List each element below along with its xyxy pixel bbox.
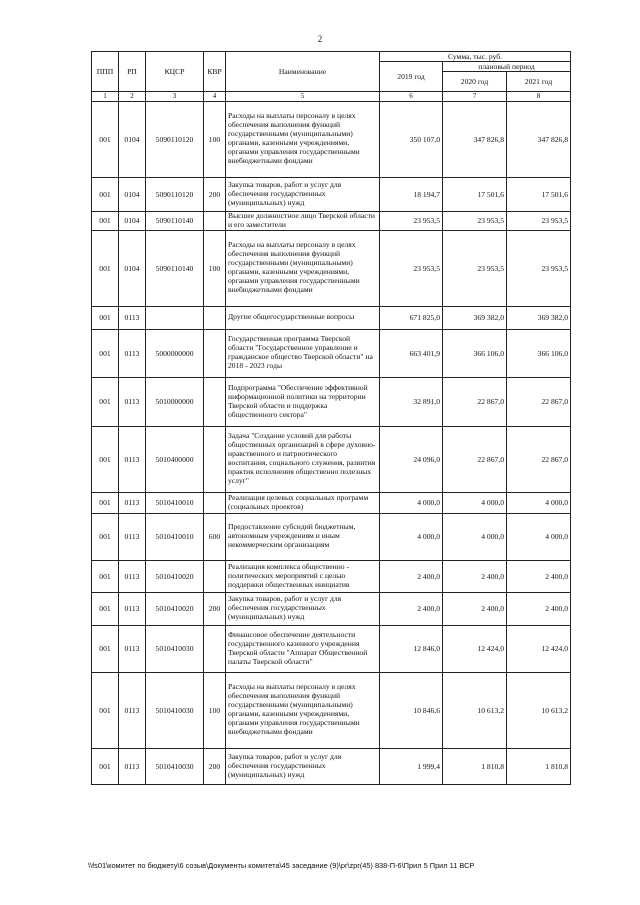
file-path-footer: \\fs01\комитет по бюджету\6 созыв\Документы комитета\45 заседание (9)\pr\zpr(45) 838-П-6\Прил 5 Прил 11 ВСР <box>88 861 475 870</box>
amount-2019-cell: 1 999,4 <box>380 748 443 784</box>
amount-2021-cell: 4 000,0 <box>507 513 571 560</box>
rp-cell: 0104 <box>119 177 146 211</box>
budget-table <box>91 51 571 785</box>
header-year-2020: 2020 год <box>443 72 507 92</box>
kcsr-cell: 5090110120 <box>146 101 204 177</box>
column-index-cell: 2 <box>119 92 146 101</box>
table-row <box>92 377 571 426</box>
ppp-cell: 001 <box>92 492 119 513</box>
kcsr-cell: 5010410030 <box>146 672 204 748</box>
table-row <box>92 230 571 306</box>
amount-2020-cell: 10 613,2 <box>443 672 507 748</box>
kcsr-cell <box>146 306 204 329</box>
kcsr-cell: 5010410020 <box>146 592 204 625</box>
column-index-cell: 6 <box>380 92 443 101</box>
column-index-cell: 1 <box>92 92 119 101</box>
kcsr-cell: 5010410010 <box>146 513 204 560</box>
amount-2021-cell: 23 953,5 <box>507 230 571 306</box>
table-row <box>92 560 571 592</box>
amount-2020-cell: 22 867,0 <box>443 426 507 492</box>
kvr-cell: 100 <box>204 101 226 177</box>
table-row <box>92 177 571 211</box>
name-cell: Высшее должностное лицо Тверской области и его заместители <box>226 211 380 230</box>
column-index-cell: 4 <box>204 92 226 101</box>
amount-2020-cell: 1 810,8 <box>443 748 507 784</box>
name-cell: Расходы на выплаты персоналу в целях обеспечения выполнения функций государственными (муниципальными) органами, казенными учреждениями, органами управления государственными внебюджетными фондами <box>226 101 380 177</box>
kcsr-cell: 5090110120 <box>146 177 204 211</box>
amount-2020-cell: 22 867,0 <box>443 377 507 426</box>
ppp-cell: 001 <box>92 377 119 426</box>
rp-cell: 0113 <box>119 329 146 377</box>
kvr-cell <box>204 211 226 230</box>
amount-2020-cell: 347 826,8 <box>443 101 507 177</box>
amount-2020-cell: 12 424,0 <box>443 625 507 672</box>
amount-2021-cell: 17 501,6 <box>507 177 571 211</box>
rp-cell: 0113 <box>119 492 146 513</box>
table-row <box>92 672 571 748</box>
kvr-cell: 100 <box>204 230 226 306</box>
kvr-cell <box>204 426 226 492</box>
rp-cell: 0113 <box>119 672 146 748</box>
kcsr-cell: 5010410020 <box>146 560 204 592</box>
ppp-cell: 001 <box>92 748 119 784</box>
table-row <box>92 592 571 625</box>
kvr-cell <box>204 560 226 592</box>
header-plan-period: плановый период <box>443 62 571 72</box>
name-cell: Расходы на выплаты персоналу в целях обеспечения выполнения функций государственными (муниципальными) органами, казенными учреждениями, органами управления государственными внебюджетными фондами <box>226 672 380 748</box>
header-year-2021: 2021 год <box>507 72 571 92</box>
kvr-cell: 600 <box>204 513 226 560</box>
kvr-cell <box>204 306 226 329</box>
name-cell: Закупка товаров, работ и услуг для обеспечения государственных (муниципальных) нужд <box>226 592 380 625</box>
header-kvr: КВР <box>204 52 226 92</box>
ppp-cell: 001 <box>92 513 119 560</box>
ppp-cell: 001 <box>92 672 119 748</box>
rp-cell: 0113 <box>119 426 146 492</box>
rp-cell: 0113 <box>119 377 146 426</box>
kvr-cell <box>204 625 226 672</box>
table-row <box>92 329 571 377</box>
page-number: 2 <box>317 34 323 44</box>
kcsr-cell: 5090110140 <box>146 230 204 306</box>
table-row <box>92 492 571 513</box>
kcsr-cell: 5010410010 <box>146 492 204 513</box>
name-cell: Реализация целевых социальных программ (социальных проектов) <box>226 492 380 513</box>
amount-2019-cell: 10 846,6 <box>380 672 443 748</box>
name-cell: Реализация комплекса общественно - политических мероприятий с целью поддержки общественных инициатив <box>226 560 380 592</box>
amount-2021-cell: 369 382,0 <box>507 306 571 329</box>
header-rp: РП <box>119 52 146 92</box>
amount-2021-cell: 1 810,8 <box>507 748 571 784</box>
table-row <box>92 101 571 177</box>
amount-2019-cell: 2 400,0 <box>380 560 443 592</box>
kvr-cell <box>204 377 226 426</box>
rp-cell: 0104 <box>119 101 146 177</box>
amount-2019-cell: 350 107,0 <box>380 101 443 177</box>
kcsr-cell: 5010410030 <box>146 625 204 672</box>
amount-2019-cell: 671 825,0 <box>380 306 443 329</box>
amount-2019-cell: 12 846,0 <box>380 625 443 672</box>
ppp-cell: 001 <box>92 230 119 306</box>
amount-2020-cell: 366 106,0 <box>443 329 507 377</box>
rp-cell: 0104 <box>119 211 146 230</box>
amount-2019-cell: 23 953,5 <box>380 230 443 306</box>
ppp-cell: 001 <box>92 177 119 211</box>
ppp-cell: 001 <box>92 211 119 230</box>
kcsr-cell: 5000000000 <box>146 329 204 377</box>
rp-cell: 0113 <box>119 592 146 625</box>
name-cell: Предоставление субсидий бюджетным, автономным учреждениям и иным некоммерческим организациям <box>226 513 380 560</box>
rp-cell: 0113 <box>119 748 146 784</box>
ppp-cell: 001 <box>92 329 119 377</box>
amount-2019-cell: 663 401,9 <box>380 329 443 377</box>
rp-cell: 0113 <box>119 625 146 672</box>
name-cell: Задача "Создание условий для работы общественных организаций в сфере духовно-нравственного и патриотического воспитания, социального служения, развития практик исполнения общественно полезных услуг" <box>226 426 380 492</box>
kvr-cell: 200 <box>204 177 226 211</box>
amount-2020-cell: 23 953,5 <box>443 230 507 306</box>
amount-2019-cell: 2 400,0 <box>380 592 443 625</box>
ppp-cell: 001 <box>92 592 119 625</box>
kvr-cell: 200 <box>204 748 226 784</box>
column-index-cell: 3 <box>146 92 204 101</box>
column-index-cell: 7 <box>443 92 507 101</box>
amount-2020-cell: 17 501,6 <box>443 177 507 211</box>
table-row <box>92 306 571 329</box>
kcsr-cell: 5010000000 <box>146 377 204 426</box>
amount-2020-cell: 4 000,0 <box>443 492 507 513</box>
rp-cell: 0104 <box>119 230 146 306</box>
amount-2021-cell: 23 953,5 <box>507 211 571 230</box>
amount-2019-cell: 23 953,5 <box>380 211 443 230</box>
amount-2021-cell: 366 106,0 <box>507 329 571 377</box>
kvr-cell: 100 <box>204 672 226 748</box>
rp-cell: 0113 <box>119 513 146 560</box>
amount-2019-cell: 32 891,0 <box>380 377 443 426</box>
table-row <box>92 426 571 492</box>
rp-cell: 0113 <box>119 306 146 329</box>
kvr-cell: 200 <box>204 592 226 625</box>
amount-2020-cell: 2 400,0 <box>443 560 507 592</box>
name-cell: Финансовое обеспечение деятельности государственного казенного учреждения Тверской области "Аппарат Общественной палаты Тверской области" <box>226 625 380 672</box>
name-cell: Закупка товаров, работ и услуг для обеспечения государственных (муниципальных) нужд <box>226 177 380 211</box>
amount-2020-cell: 369 382,0 <box>443 306 507 329</box>
amount-2021-cell: 10 613,2 <box>507 672 571 748</box>
header-kcsr: КЦСР <box>146 52 204 92</box>
kvr-cell <box>204 492 226 513</box>
table-row <box>92 748 571 784</box>
amount-2021-cell: 22 867,0 <box>507 377 571 426</box>
amount-2020-cell: 23 953,5 <box>443 211 507 230</box>
name-cell: Другие общегосударственные вопросы <box>226 306 380 329</box>
ppp-cell: 001 <box>92 625 119 672</box>
amount-2021-cell: 347 826,8 <box>507 101 571 177</box>
column-index-cell: 8 <box>507 92 571 101</box>
ppp-cell: 001 <box>92 560 119 592</box>
name-cell: Подпрограмма "Обеспечение эффективной информационной политики на территории Тверской области и поддержка общественного сектора" <box>226 377 380 426</box>
kvr-cell <box>204 329 226 377</box>
table-row <box>92 625 571 672</box>
amount-2019-cell: 24 096,0 <box>380 426 443 492</box>
amount-2020-cell: 2 400,0 <box>443 592 507 625</box>
name-cell: Расходы на выплаты персоналу в целях обеспечения выполнения функций государственными (муниципальными) органами, казенными учреждениями, органами управления государственными внебюджетными фондами <box>226 230 380 306</box>
rp-cell: 0113 <box>119 560 146 592</box>
kcsr-cell: 5010410030 <box>146 748 204 784</box>
table-row <box>92 211 571 230</box>
ppp-cell: 001 <box>92 306 119 329</box>
header-sum-title: Сумма, тыс. руб. <box>380 52 571 62</box>
amount-2021-cell: 4 000,0 <box>507 492 571 513</box>
amount-2021-cell: 2 400,0 <box>507 560 571 592</box>
amount-2020-cell: 4 000,0 <box>443 513 507 560</box>
amount-2019-cell: 4 000,0 <box>380 513 443 560</box>
header-name: Наименование <box>226 52 380 92</box>
header-ppp: ППП <box>92 52 119 92</box>
amount-2021-cell: 22 867,0 <box>507 426 571 492</box>
name-cell: Закупка товаров, работ и услуг для обеспечения государственных (муниципальных) нужд <box>226 748 380 784</box>
table-row <box>92 513 571 560</box>
ppp-cell: 001 <box>92 426 119 492</box>
kcsr-cell: 5090110140 <box>146 211 204 230</box>
kcsr-cell: 5010400000 <box>146 426 204 492</box>
name-cell: Государственная программа Тверской области "Государственное управление и гражданское общество Тверской области" на 2018 - 2023 годы <box>226 329 380 377</box>
header-year-2019: 2019 год <box>380 62 443 92</box>
amount-2021-cell: 12 424,0 <box>507 625 571 672</box>
amount-2019-cell: 18 194,7 <box>380 177 443 211</box>
column-index-cell: 5 <box>226 92 380 101</box>
ppp-cell: 001 <box>92 101 119 177</box>
amount-2021-cell: 2 400,0 <box>507 592 571 625</box>
amount-2019-cell: 4 000,0 <box>380 492 443 513</box>
